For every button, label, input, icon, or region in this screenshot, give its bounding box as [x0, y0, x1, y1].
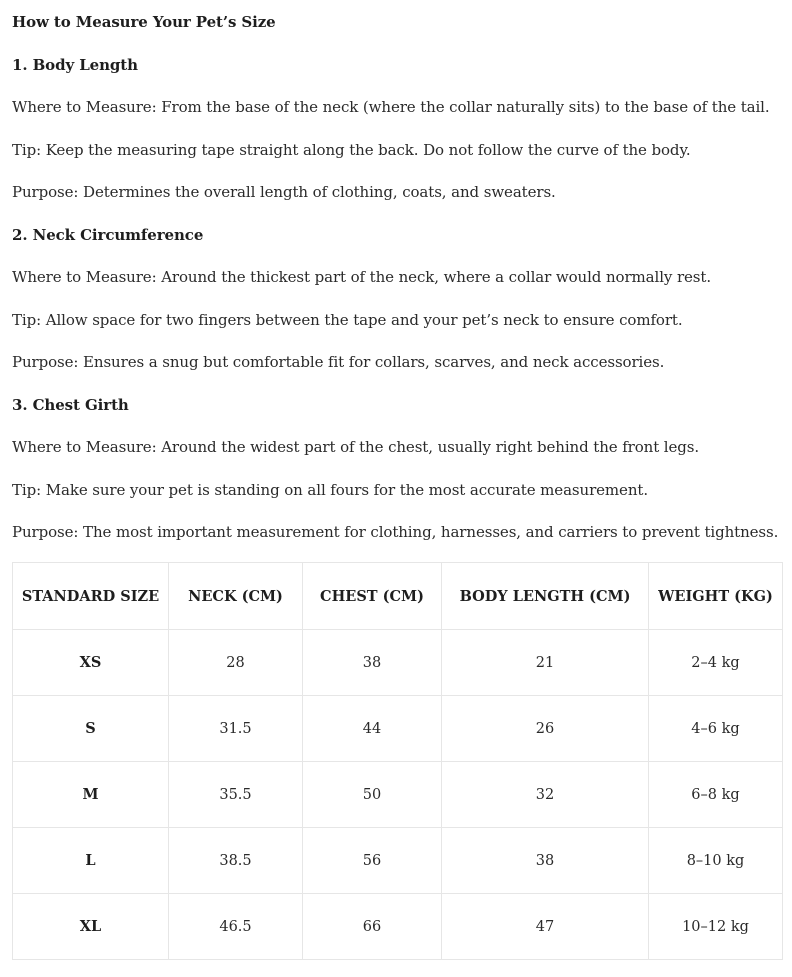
body-length-cell: 47: [442, 894, 649, 960]
chest-cell: 66: [303, 894, 442, 960]
weight-cell: 2–4 kg: [649, 630, 783, 696]
table-row: [13, 630, 783, 696]
column-header-chest: CHEST (CM): [303, 563, 442, 630]
page-title: How to Measure Your Pet’s Size: [12, 13, 276, 31]
size-chart-table: [12, 562, 783, 960]
neck-cell: 35.5: [169, 762, 303, 828]
body-length-purpose: Purpose: Determines the overall length of clothing, coats, and sweaters.: [12, 183, 556, 201]
table-row: [13, 762, 783, 828]
section-heading-chest: 3. Chest Girth: [12, 396, 129, 414]
weight-cell: 4–6 kg: [649, 696, 783, 762]
size-cell: M: [13, 762, 169, 828]
chest-tip: Tip: Make sure your pet is standing on all fours for the most accurate measurement.: [12, 481, 648, 499]
column-header-body-length: BODY LENGTH (CM): [442, 563, 649, 630]
chest-cell: 44: [303, 696, 442, 762]
neck-where: Where to Measure: Around the thickest part of the neck, where a collar would normally rest.: [12, 268, 711, 286]
section-heading-body-length: 1. Body Length: [12, 56, 138, 74]
weight-cell: 6–8 kg: [649, 762, 783, 828]
column-header-standard-size: STANDARD SIZE: [13, 563, 169, 630]
table-row: [13, 828, 783, 894]
neck-purpose: Purpose: Ensures a snug but comfortable fit for collars, scarves, and neck accessories.: [12, 353, 665, 371]
neck-cell: 46.5: [169, 894, 303, 960]
body-length-tip: Tip: Keep the measuring tape straight along the back. Do not follow the curve of the body.: [12, 141, 691, 159]
size-cell: XS: [13, 630, 169, 696]
neck-cell: 28: [169, 630, 303, 696]
body-length-where: Where to Measure: From the base of the neck (where the collar naturally sits) to the base of the tail.: [12, 98, 770, 116]
chest-purpose: Purpose: The most important measurement for clothing, harnesses, and carriers to prevent tightness.: [12, 523, 779, 541]
table-header-row: [13, 563, 783, 630]
body-length-cell: 38: [442, 828, 649, 894]
chest-cell: 50: [303, 762, 442, 828]
neck-cell: 31.5: [169, 696, 303, 762]
body-length-cell: 21: [442, 630, 649, 696]
column-header-weight: WEIGHT (KG): [649, 563, 783, 630]
chest-where: Where to Measure: Around the widest part of the chest, usually right behind the front legs.: [12, 438, 700, 456]
size-cell: XL: [13, 894, 169, 960]
weight-cell: 8–10 kg: [649, 828, 783, 894]
neck-cell: 38.5: [169, 828, 303, 894]
table-row: [13, 696, 783, 762]
neck-tip: Tip: Allow space for two fingers between the tape and your pet’s neck to ensure comfort.: [12, 311, 683, 329]
body-length-cell: 26: [442, 696, 649, 762]
table-row: [13, 894, 783, 960]
section-heading-neck: 2. Neck Circumference: [12, 226, 204, 244]
body-length-cell: 32: [442, 762, 649, 828]
weight-cell: 10–12 kg: [649, 894, 783, 960]
chest-cell: 56: [303, 828, 442, 894]
size-cell: S: [13, 696, 169, 762]
column-header-neck: NECK (CM): [169, 563, 303, 630]
chest-cell: 38: [303, 630, 442, 696]
size-cell: L: [13, 828, 169, 894]
